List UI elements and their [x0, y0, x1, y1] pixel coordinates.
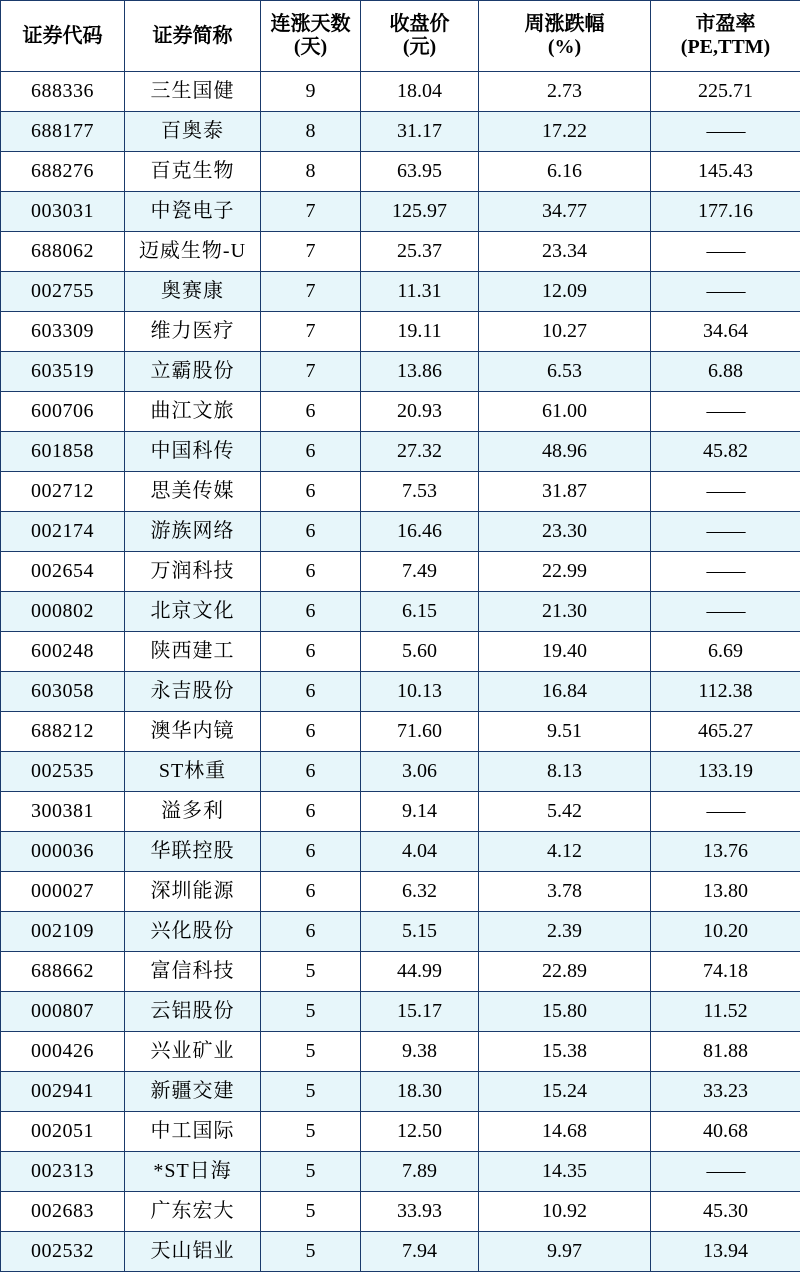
cell-pe: 112.38	[651, 672, 800, 712]
cell-close: 9.14	[361, 792, 479, 832]
cell-days: 6	[261, 872, 361, 912]
table-row	[1, 552, 800, 592]
cell-change: 6.16	[479, 152, 651, 192]
cell-close: 6.15	[361, 592, 479, 632]
cell-close: 12.50	[361, 1112, 479, 1152]
cell-close: 3.06	[361, 752, 479, 792]
cell-days: 6	[261, 432, 361, 472]
cell-close: 9.38	[361, 1032, 479, 1072]
cell-code: 002941	[1, 1072, 125, 1112]
cell-pe: ——	[651, 1152, 800, 1192]
cell-pe: ——	[651, 392, 800, 432]
cell-change: 10.27	[479, 312, 651, 352]
cell-close: 10.13	[361, 672, 479, 712]
cell-code: 688662	[1, 952, 125, 992]
cell-change: 9.51	[479, 712, 651, 752]
cell-days: 5	[261, 1072, 361, 1112]
cell-days: 6	[261, 712, 361, 752]
cell-pe: 225.71	[651, 72, 800, 112]
cell-name: 兴业矿业	[125, 1032, 261, 1072]
cell-days: 6	[261, 912, 361, 952]
cell-days: 7	[261, 192, 361, 232]
cell-days: 6	[261, 672, 361, 712]
table-row	[1, 312, 800, 352]
cell-days: 5	[261, 1112, 361, 1152]
table-row	[1, 992, 800, 1032]
cell-close: 25.37	[361, 232, 479, 272]
cell-name: 溢多利	[125, 792, 261, 832]
cell-name: 万润科技	[125, 552, 261, 592]
cell-close: 20.93	[361, 392, 479, 432]
table-row	[1, 912, 800, 952]
table-row	[1, 192, 800, 232]
cell-code: 601858	[1, 432, 125, 472]
table-body	[1, 72, 800, 1272]
table-row	[1, 1072, 800, 1112]
cell-pe: ——	[651, 552, 800, 592]
table-row	[1, 1232, 800, 1272]
cell-code: 002683	[1, 1192, 125, 1232]
cell-change: 5.42	[479, 792, 651, 832]
header-line2: (PE,TTM)	[651, 36, 800, 59]
cell-days: 6	[261, 792, 361, 832]
table-row	[1, 952, 800, 992]
table-row	[1, 432, 800, 472]
cell-change: 17.22	[479, 112, 651, 152]
cell-name: 深圳能源	[125, 872, 261, 912]
cell-days: 6	[261, 512, 361, 552]
cell-close: 27.32	[361, 432, 479, 472]
cell-change: 31.87	[479, 472, 651, 512]
cell-name: 富信科技	[125, 952, 261, 992]
column-header-change	[479, 1, 651, 72]
cell-pe: 10.20	[651, 912, 800, 952]
cell-name: 中瓷电子	[125, 192, 261, 232]
cell-code: 002535	[1, 752, 125, 792]
cell-code: 603309	[1, 312, 125, 352]
cell-code: 000027	[1, 872, 125, 912]
cell-name: 中工国际	[125, 1112, 261, 1152]
table-row	[1, 752, 800, 792]
cell-name: 迈威生物-U	[125, 232, 261, 272]
cell-close: 4.04	[361, 832, 479, 872]
cell-days: 5	[261, 1152, 361, 1192]
cell-pe: 34.64	[651, 312, 800, 352]
table-row	[1, 392, 800, 432]
cell-close: 7.49	[361, 552, 479, 592]
cell-name: 广东宏大	[125, 1192, 261, 1232]
cell-change: 21.30	[479, 592, 651, 632]
cell-days: 8	[261, 112, 361, 152]
cell-code: 002051	[1, 1112, 125, 1152]
cell-name: 百奥泰	[125, 112, 261, 152]
table-row	[1, 1032, 800, 1072]
header-line1: 周涨跌幅	[479, 13, 650, 36]
cell-change: 3.78	[479, 872, 651, 912]
cell-pe: 13.94	[651, 1232, 800, 1272]
cell-pe: 13.80	[651, 872, 800, 912]
cell-code: 003031	[1, 192, 125, 232]
cell-pe: 177.16	[651, 192, 800, 232]
cell-code: 002654	[1, 552, 125, 592]
cell-days: 8	[261, 152, 361, 192]
cell-change: 14.35	[479, 1152, 651, 1192]
cell-change: 2.39	[479, 912, 651, 952]
header-line1: 连涨天数	[261, 13, 360, 36]
column-header-pe	[651, 1, 800, 72]
cell-change: 15.80	[479, 992, 651, 1032]
cell-pe: 465.27	[651, 712, 800, 752]
cell-change: 9.97	[479, 1232, 651, 1272]
cell-code: 000807	[1, 992, 125, 1032]
cell-pe: ——	[651, 112, 800, 152]
cell-name: 华联控股	[125, 832, 261, 872]
header-line1: 证券简称	[125, 25, 260, 48]
cell-pe: 6.69	[651, 632, 800, 672]
table-row	[1, 712, 800, 752]
cell-close: 63.95	[361, 152, 479, 192]
header-line1: 收盘价	[361, 13, 478, 36]
table-row	[1, 592, 800, 632]
column-header-code	[1, 1, 125, 72]
cell-code: 002313	[1, 1152, 125, 1192]
cell-name: 曲江文旅	[125, 392, 261, 432]
column-header-name	[125, 1, 261, 72]
cell-name: 北京文化	[125, 592, 261, 632]
cell-name: *ST日海	[125, 1152, 261, 1192]
header-line2: (天)	[261, 36, 360, 59]
cell-change: 23.30	[479, 512, 651, 552]
cell-pe: 81.88	[651, 1032, 800, 1072]
cell-code: 688212	[1, 712, 125, 752]
cell-change: 61.00	[479, 392, 651, 432]
cell-close: 18.30	[361, 1072, 479, 1112]
cell-code: 603058	[1, 672, 125, 712]
table-row	[1, 1192, 800, 1232]
cell-change: 22.99	[479, 552, 651, 592]
column-header-days	[261, 1, 361, 72]
cell-close: 18.04	[361, 72, 479, 112]
table-row	[1, 152, 800, 192]
cell-close: 31.17	[361, 112, 479, 152]
cell-days: 6	[261, 552, 361, 592]
table-row	[1, 232, 800, 272]
table-row	[1, 1112, 800, 1152]
cell-pe: 6.88	[651, 352, 800, 392]
cell-days: 5	[261, 992, 361, 1032]
cell-pe: 13.76	[651, 832, 800, 872]
cell-name: 三生国健	[125, 72, 261, 112]
table-row	[1, 352, 800, 392]
cell-change: 8.13	[479, 752, 651, 792]
cell-days: 6	[261, 392, 361, 432]
table-row	[1, 112, 800, 152]
cell-name: 新疆交建	[125, 1072, 261, 1112]
table-row	[1, 832, 800, 872]
cell-pe: ——	[651, 272, 800, 312]
cell-pe: 11.52	[651, 992, 800, 1032]
cell-change: 6.53	[479, 352, 651, 392]
cell-pe: 40.68	[651, 1112, 800, 1152]
table-row	[1, 792, 800, 832]
cell-name: 天山铝业	[125, 1232, 261, 1272]
cell-days: 5	[261, 952, 361, 992]
cell-days: 6	[261, 472, 361, 512]
cell-days: 6	[261, 592, 361, 632]
cell-pe: ——	[651, 592, 800, 632]
table-row	[1, 632, 800, 672]
cell-change: 22.89	[479, 952, 651, 992]
cell-change: 10.92	[479, 1192, 651, 1232]
cell-days: 6	[261, 632, 361, 672]
cell-close: 71.60	[361, 712, 479, 752]
cell-name: 游族网络	[125, 512, 261, 552]
cell-change: 23.34	[479, 232, 651, 272]
cell-pe: 145.43	[651, 152, 800, 192]
cell-close: 125.97	[361, 192, 479, 232]
table-row	[1, 72, 800, 112]
cell-change: 16.84	[479, 672, 651, 712]
cell-code: 000802	[1, 592, 125, 632]
table-row	[1, 512, 800, 552]
cell-name: 奥赛康	[125, 272, 261, 312]
cell-code: 600248	[1, 632, 125, 672]
cell-change: 4.12	[479, 832, 651, 872]
cell-change: 15.24	[479, 1072, 651, 1112]
cell-change: 34.77	[479, 192, 651, 232]
cell-name: 陕西建工	[125, 632, 261, 672]
cell-code: 002532	[1, 1232, 125, 1272]
cell-close: 6.32	[361, 872, 479, 912]
header-line2: (元)	[361, 36, 478, 59]
cell-code: 688276	[1, 152, 125, 192]
cell-days: 6	[261, 832, 361, 872]
cell-close: 11.31	[361, 272, 479, 312]
cell-pe: ——	[651, 792, 800, 832]
cell-close: 19.11	[361, 312, 479, 352]
cell-change: 15.38	[479, 1032, 651, 1072]
cell-name: 百克生物	[125, 152, 261, 192]
cell-name: 澳华内镜	[125, 712, 261, 752]
cell-days: 9	[261, 72, 361, 112]
cell-days: 7	[261, 312, 361, 352]
header-line1: 市盈率	[651, 13, 800, 36]
table-header	[1, 1, 800, 72]
cell-code: 002109	[1, 912, 125, 952]
cell-name: 云铝股份	[125, 992, 261, 1032]
cell-change: 19.40	[479, 632, 651, 672]
cell-days: 5	[261, 1192, 361, 1232]
table-row	[1, 472, 800, 512]
cell-name: 永吉股份	[125, 672, 261, 712]
cell-name: 思美传媒	[125, 472, 261, 512]
cell-change: 48.96	[479, 432, 651, 472]
cell-close: 7.94	[361, 1232, 479, 1272]
header-row	[1, 1, 800, 72]
cell-days: 5	[261, 1232, 361, 1272]
table-row	[1, 272, 800, 312]
cell-days: 5	[261, 1032, 361, 1072]
cell-name: ST林重	[125, 752, 261, 792]
cell-name: 兴化股份	[125, 912, 261, 952]
cell-change: 2.73	[479, 72, 651, 112]
header-line1: 证券代码	[1, 25, 124, 48]
cell-pe: 45.30	[651, 1192, 800, 1232]
cell-code: 002712	[1, 472, 125, 512]
cell-change: 14.68	[479, 1112, 651, 1152]
header-line2: (%)	[479, 36, 650, 59]
table-row	[1, 1152, 800, 1192]
cell-days: 7	[261, 352, 361, 392]
cell-days: 7	[261, 232, 361, 272]
cell-close: 7.89	[361, 1152, 479, 1192]
cell-code: 688062	[1, 232, 125, 272]
cell-code: 688177	[1, 112, 125, 152]
cell-days: 6	[261, 752, 361, 792]
cell-code: 300381	[1, 792, 125, 832]
cell-code: 002755	[1, 272, 125, 312]
cell-close: 13.86	[361, 352, 479, 392]
cell-change: 12.09	[479, 272, 651, 312]
cell-code: 000426	[1, 1032, 125, 1072]
cell-pe: ——	[651, 512, 800, 552]
cell-pe: 45.82	[651, 432, 800, 472]
cell-close: 16.46	[361, 512, 479, 552]
cell-pe: 33.23	[651, 1072, 800, 1112]
cell-name: 中国科传	[125, 432, 261, 472]
cell-code: 000036	[1, 832, 125, 872]
cell-pe: 133.19	[651, 752, 800, 792]
cell-close: 5.60	[361, 632, 479, 672]
table-row	[1, 872, 800, 912]
table-row	[1, 672, 800, 712]
cell-close: 44.99	[361, 952, 479, 992]
cell-close: 15.17	[361, 992, 479, 1032]
cell-code: 688336	[1, 72, 125, 112]
cell-pe: ——	[651, 232, 800, 272]
cell-name: 立霸股份	[125, 352, 261, 392]
cell-code: 600706	[1, 392, 125, 432]
cell-close: 5.15	[361, 912, 479, 952]
cell-close: 7.53	[361, 472, 479, 512]
cell-days: 7	[261, 272, 361, 312]
cell-close: 33.93	[361, 1192, 479, 1232]
cell-pe: 74.18	[651, 952, 800, 992]
cell-code: 002174	[1, 512, 125, 552]
cell-code: 603519	[1, 352, 125, 392]
cell-pe: ——	[651, 472, 800, 512]
column-header-close	[361, 1, 479, 72]
cell-name: 维力医疗	[125, 312, 261, 352]
